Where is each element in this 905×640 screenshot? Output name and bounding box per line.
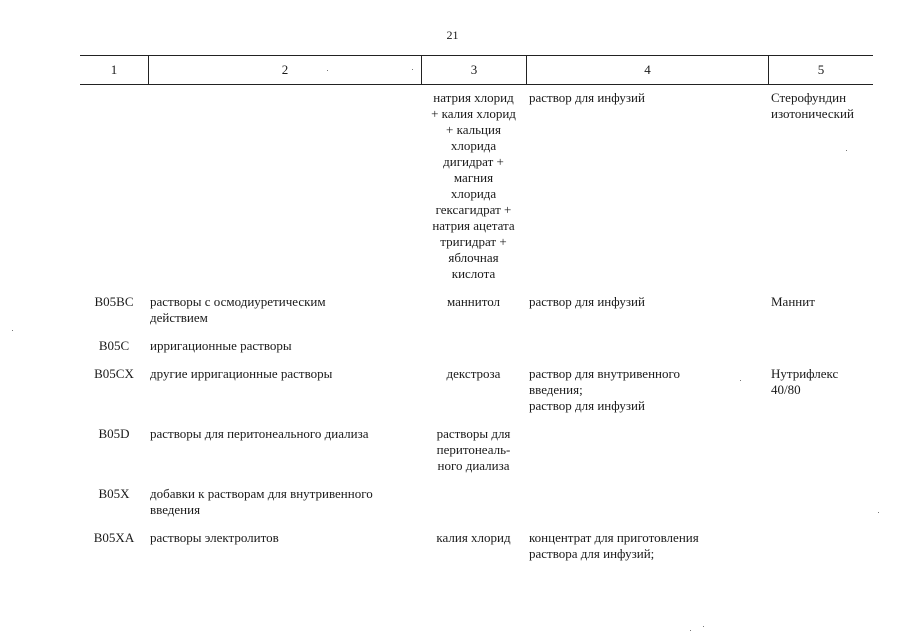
- atc-code: B05X: [98, 486, 130, 501]
- table-row: [80, 530, 873, 562]
- scan-speck: [412, 69, 413, 70]
- active-substance: натрия хлорид + калия хлорид + кальция хлорида дигидрат + магния хлорида гексагидрат + натрия ацетата тригидрат + яблочная кислота: [431, 90, 516, 281]
- header-col-1: 1: [110, 62, 118, 77]
- atc-group: растворы для перитонеального диализа: [150, 426, 369, 441]
- scan-speck: [740, 380, 741, 381]
- trade-name: Нутрифлекс 40/80: [771, 366, 839, 397]
- scan-speck: [327, 70, 328, 71]
- scan-speck: [846, 150, 847, 151]
- scan-speck: [878, 512, 879, 513]
- scan-speck: [703, 626, 704, 627]
- atc-group: другие ирригационные растворы: [150, 366, 333, 381]
- scan-speck: [690, 630, 691, 631]
- header-col-2: 2: [281, 62, 289, 77]
- table-row: [80, 486, 873, 518]
- dosage-form: раствор для инфузий: [529, 90, 645, 105]
- scan-speck: [12, 330, 13, 331]
- atc-group: добавки к растворам для внутривенного введения: [150, 486, 373, 517]
- header-col-4: 4: [644, 62, 651, 77]
- atc-code: B05C: [98, 338, 130, 353]
- dosage-form: концентрат для приготовления раствора для инфузий;: [529, 530, 699, 561]
- atc-code: B05XA: [93, 530, 135, 545]
- table-body: [80, 90, 873, 562]
- atc-group: ирригационные растворы: [150, 338, 292, 353]
- table-row: [80, 366, 873, 414]
- dosage-form: раствор для инфузий: [529, 294, 645, 309]
- atc-group: растворы электролитов: [150, 530, 279, 545]
- active-substance: декстроза: [446, 366, 501, 381]
- atc-code: B05CX: [94, 366, 134, 381]
- active-substance: растворы для перитонеаль- ного диализа: [436, 426, 511, 473]
- header-col-5: 5: [817, 62, 825, 77]
- table-row: [80, 294, 873, 326]
- atc-group: растворы с осмодиуретическим действием: [150, 294, 326, 325]
- table-row: [80, 90, 873, 282]
- table-header: [80, 55, 873, 85]
- table-row: [80, 426, 873, 474]
- trade-name: Стерофундин изотонический: [771, 90, 854, 121]
- trade-name: Маннит: [771, 294, 815, 309]
- table-row: [80, 338, 873, 354]
- active-substance: маннитол: [446, 294, 501, 309]
- dosage-form: раствор для внутривенного введения; раствор для инфузий: [529, 366, 680, 413]
- atc-code: B05BC: [94, 294, 134, 309]
- atc-code: B05D: [98, 426, 130, 441]
- page-number: 21: [446, 28, 459, 42]
- header-col-3: 3: [470, 62, 478, 77]
- active-substance: калия хлорид: [436, 530, 511, 545]
